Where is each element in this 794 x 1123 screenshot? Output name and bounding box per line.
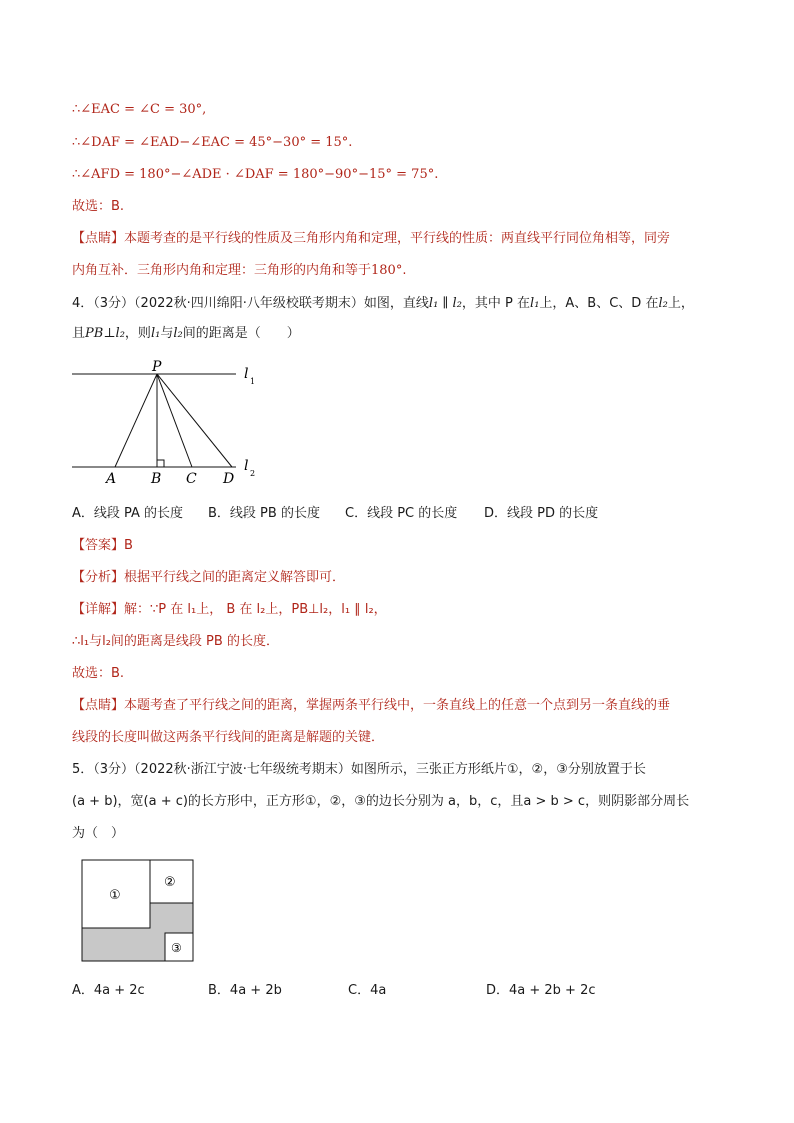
q4-stem-text-2c: ，则	[124, 326, 151, 341]
q5-stem-line-1: 5．（3分）（2022秋·浙江宁波·七年级统考期末）如图所示，三张正方形纸片①，②，③分别放置于长	[72, 762, 646, 777]
label-l1-sub: 1	[250, 377, 256, 386]
solution-comment-line-1	[72, 230, 670, 248]
q4-option-B[interactable]: B．线段 PB 的长度	[208, 506, 320, 521]
q5-option-C[interactable]: C．4a	[348, 983, 387, 998]
q4-l2: l₂	[658, 296, 668, 311]
q4-stem-text-2g: 间的距离是（ ）	[182, 326, 300, 341]
q4-option-A[interactable]: A．线段 PA 的长度	[72, 506, 184, 521]
label-B: B	[151, 471, 162, 487]
label-C: C	[186, 471, 197, 487]
solution-step-2: ∴∠DAF = ∠EAD−∠EAC = 45°−30° = 15°.	[72, 135, 353, 150]
q5-stem-line-2: (a + b)，宽(a + c)的长方形中，正方形①，②，③的边长分别为 a，b，c，且a > b > c，则阴影部分周长	[72, 794, 690, 809]
detail-text-1: 解：∵P 在 l₁上， B 在 l₂上，PB⊥l₂，l₁ ∥ l₂，	[124, 602, 387, 617]
answer-tag: 【答案】	[72, 538, 125, 553]
q4-analysis	[72, 569, 345, 587]
segment-PA	[115, 374, 157, 467]
comment-text: 本题考查的是平行线的性质及三角形内角和定理，平行线的性质：两直线平行同位角相等，同旁	[124, 231, 671, 246]
segment-PD	[157, 374, 232, 467]
comment-text-2b: 180°	[371, 263, 403, 278]
q5-stem-line-3: 为（ ）	[72, 826, 125, 841]
q4-choice: 故选：B.	[72, 666, 125, 681]
q4-comment-tag: 【点睛】	[72, 698, 125, 713]
q5-option-D[interactable]: D．4a + 2b + 2c	[486, 983, 596, 998]
label-A: A	[106, 471, 117, 487]
solution-comment-line-2	[72, 262, 406, 280]
label-l2-sub: 2	[250, 469, 256, 478]
comment-text-2a: 内角互补．三角形内角和定理：三角形的内角和等于	[72, 263, 372, 278]
q4-stem-text-2a: 且	[72, 326, 86, 341]
solution-step-1: ∴∠EAC = ∠C = 30°,	[72, 102, 207, 117]
comment-text-2c: .	[402, 263, 407, 278]
q4-l1: l₁	[530, 296, 540, 311]
label-sq2: ②	[164, 875, 176, 890]
q4-stem-text-2e: 与	[160, 326, 174, 341]
label-sq1: ①	[109, 888, 121, 903]
q4-stem-line-1	[72, 295, 694, 313]
q4-parallel-expr: l₁ ∥ l₂	[428, 296, 462, 311]
q5-option-A[interactable]: A．4a + 2c	[72, 983, 145, 998]
q4-answer	[72, 537, 133, 555]
label-l2: l	[244, 458, 249, 474]
q4-comment-line-1	[72, 697, 670, 715]
q4-stem-line-2	[72, 325, 300, 343]
q5-option-B[interactable]: B．4a + 2b	[208, 983, 282, 998]
q4-option-C[interactable]: C．线段 PC 的长度	[345, 506, 458, 521]
q4-stem-text: 4．（3分）（2022秋·四川绵阳·八年级校联考期末）如图，直线	[72, 296, 429, 311]
q4-detail-line-2: ∴l₁与l₂间的距离是线段 PB 的长度．	[72, 634, 279, 649]
q4-comment-line-2: 线段的长度叫做这两条平行线间的距离是解题的关键．	[72, 730, 385, 745]
answer-value: B	[124, 538, 133, 553]
comment-tag: 【点睛】	[72, 231, 125, 246]
analysis-tag: 【分析】	[72, 570, 125, 585]
q4-option-D[interactable]: D．线段 PD 的长度	[484, 506, 599, 521]
label-sq3: ③	[171, 941, 182, 955]
q4-figure	[66, 355, 266, 490]
q4-detail-line-1	[72, 601, 387, 619]
q4-l2-b: l₂	[173, 326, 183, 341]
segment-PC	[157, 374, 192, 467]
label-P: P	[152, 359, 162, 375]
solution-choice: 故选：B.	[72, 199, 125, 214]
q4-stem-text-g: 上，	[667, 296, 694, 311]
q4-stem-text-c: ，其中 P 在	[461, 296, 531, 311]
label-D: D	[223, 471, 235, 487]
q5-figure	[80, 858, 196, 964]
q4-perp-expr: PB⊥l₂	[85, 326, 125, 341]
analysis-text: 根据平行线之间的距离定义解答即可．	[124, 570, 346, 585]
q4-l1-b: l₁	[150, 326, 161, 341]
q4-stem-text-e: 上，A、B、C、D 在	[539, 296, 659, 311]
q4-comment-text: 本题考查了平行线之间的距离，掌握两条平行线中，一条直线上的任意一个点到另一条直线的垂	[124, 698, 671, 713]
solution-step-3: ∴∠AFD = 180°−∠ADE · ∠DAF = 180°−90°−15° = 75°.	[72, 167, 439, 182]
label-l1: l	[244, 366, 249, 382]
right-angle-mark	[157, 460, 164, 467]
detail-tag: 【详解】	[72, 602, 125, 617]
